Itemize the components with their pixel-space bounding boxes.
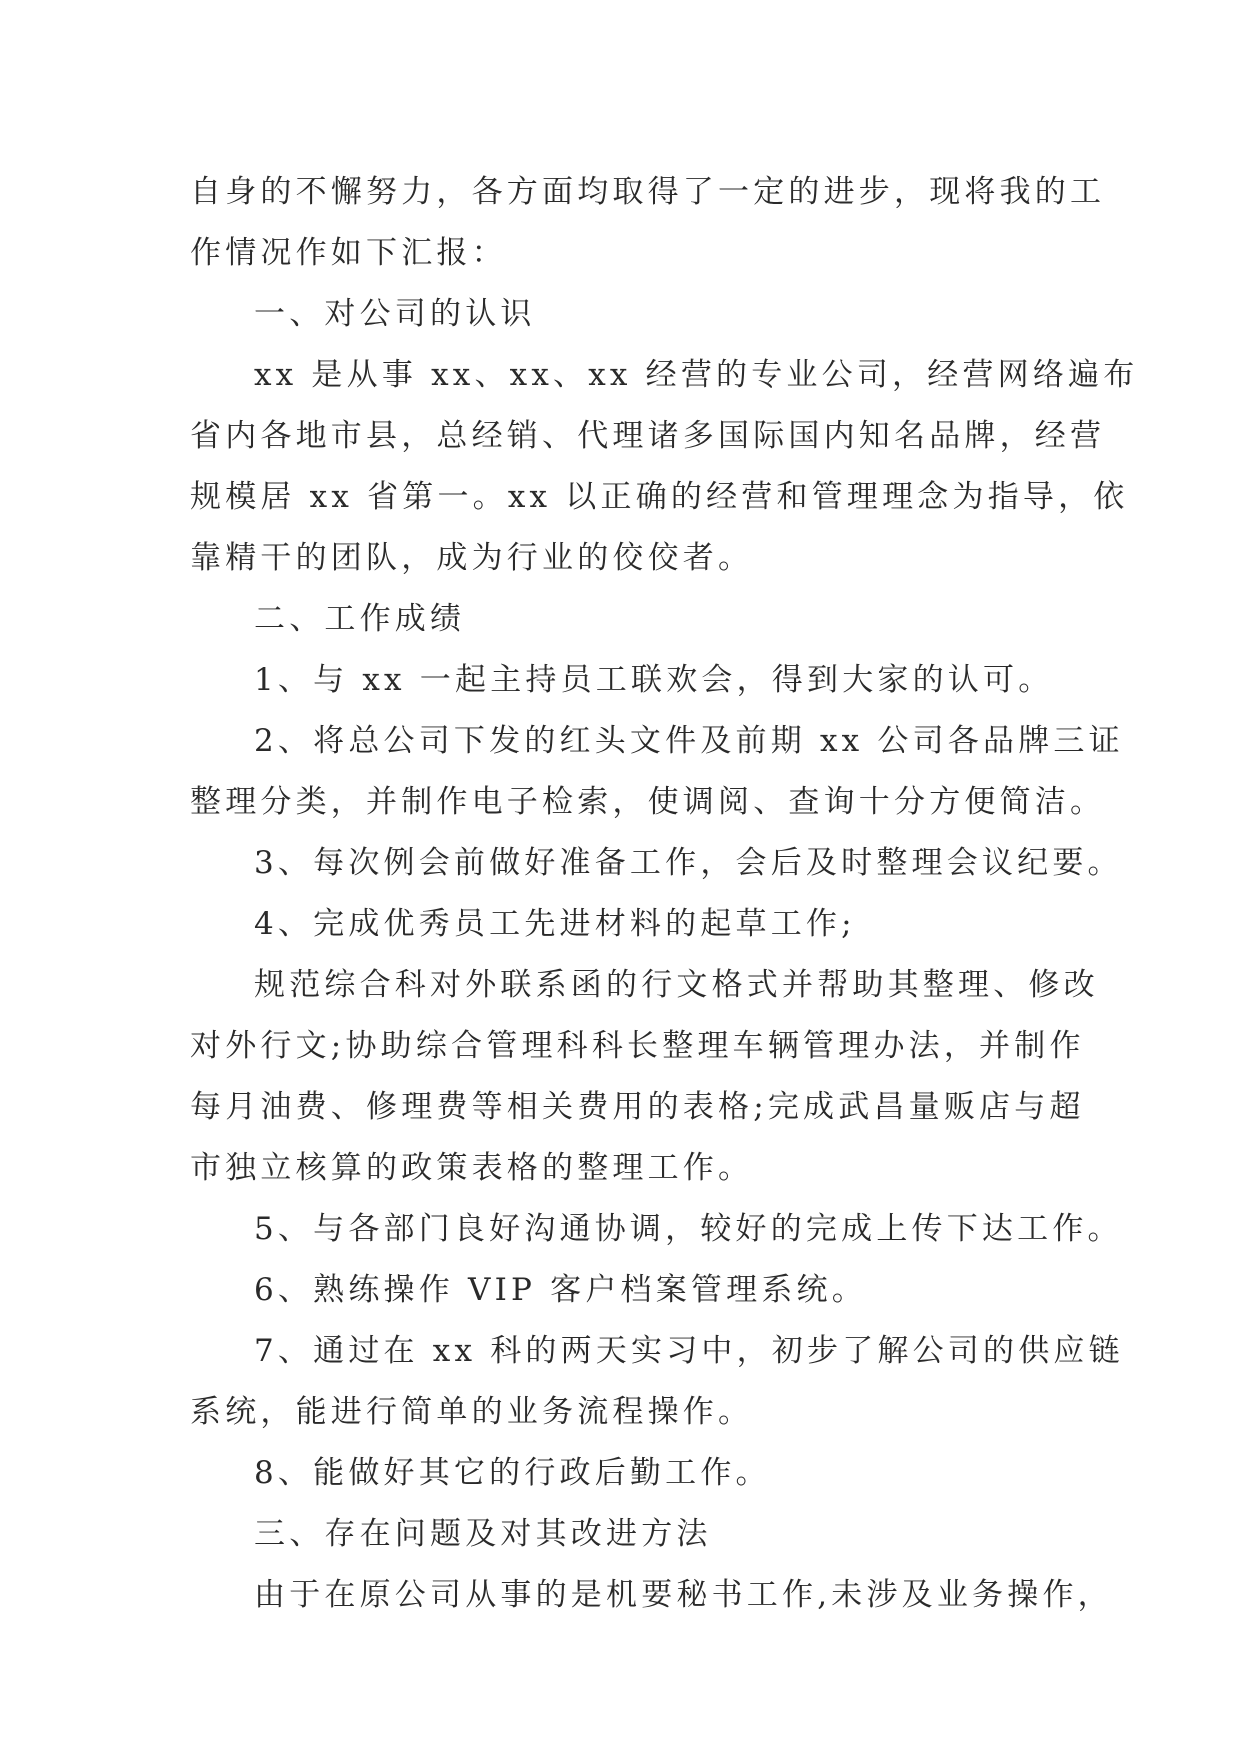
text-line: 自身的不懈努力，各方面均取得了一定的进步，现将我的工 — [190, 174, 1106, 210]
text-line: 3、每次例会前做好准备工作，会后及时整理会议纪要。 — [254, 845, 1123, 881]
text-line: 6、熟练操作 VIP 客户档案管理系统。 — [254, 1272, 867, 1308]
document-page — [190, 162, 1139, 1626]
text-line: xx 是从事 xx、xx、xx 经营的专业公司，经营网络遍布 — [254, 357, 1139, 393]
text-line: 每月油费、修理费等相关费用的表格;完成武昌量贩店与超 — [190, 1089, 1085, 1125]
text-line: 8、能做好其它的行政后勤工作。 — [254, 1455, 771, 1491]
text-line: 三、存在问题及对其改进方法 — [254, 1516, 712, 1552]
text-line: 整理分类，并制作电子检索，使调阅、查询十分方便简洁。 — [190, 784, 1106, 820]
text-line: 规范综合科对外联系函的行文格式并帮助其整理、修改 — [254, 967, 1099, 1003]
text-line: 对外行文;协助综合管理科科长整理车辆管理办法，并制作 — [190, 1028, 1085, 1064]
text-line: 4、完成优秀员工先进材料的起草工作; — [254, 906, 856, 942]
document-body — [190, 162, 1139, 1626]
text-line: 二、工作成绩 — [254, 601, 466, 637]
text-line: 省内各地市县，总经销、代理诸多国际国内知名品牌，经营 — [190, 418, 1106, 454]
text-line: 市独立核算的政策表格的整理工作。 — [190, 1150, 754, 1186]
text-line: 一、对公司的认识 — [254, 296, 536, 332]
text-line: 靠精干的团队，成为行业的佼佼者。 — [190, 540, 754, 576]
text-line: 7、通过在 xx 科的两天实习中，初步了解公司的供应链 — [254, 1333, 1124, 1369]
text-line: 作情况作如下汇报： — [190, 235, 507, 271]
text-line: 由于在原公司从事的是机要秘书工作,未涉及业务操作， — [254, 1577, 1113, 1613]
text-line: 1、与 xx 一起主持员工联欢会，得到大家的认可。 — [254, 662, 1054, 698]
text-line: 规模居 xx 省第一。xx 以正确的经营和管理理念为指导，依 — [190, 479, 1129, 515]
text-line: 2、将总公司下发的红头文件及前期 xx 公司各品牌三证 — [254, 723, 1124, 759]
text-line: 系统，能进行简单的业务流程操作。 — [190, 1394, 754, 1430]
text-line: 5、与各部门良好沟通协调，较好的完成上传下达工作。 — [254, 1211, 1123, 1247]
